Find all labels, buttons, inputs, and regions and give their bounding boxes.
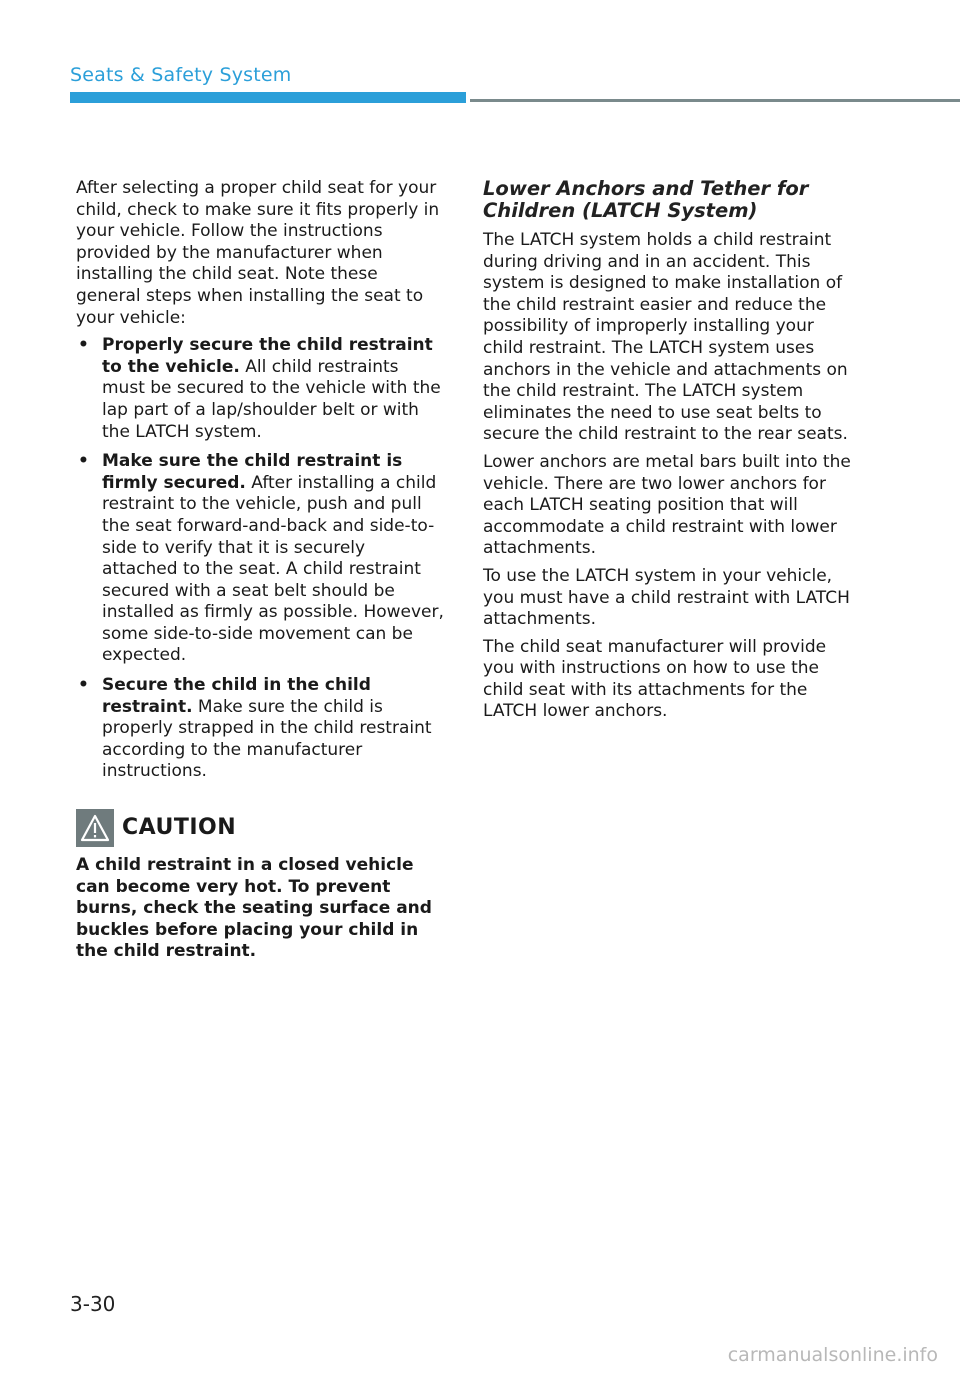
- bullet-icon: •: [78, 451, 89, 472]
- left-column: [76, 178, 446, 963]
- section-header-title: Seats & Safety System: [70, 64, 292, 86]
- header-accent-bar: [70, 92, 466, 103]
- list-item: [76, 675, 446, 783]
- list-item-text: Make sure the child is properly strapped in the child restraint according to the manufacturer instructions.: [102, 696, 432, 782]
- bullet-icon: •: [78, 335, 89, 356]
- list-item-text: After installing a child restraint to the vehicle, push and pull the seat forward-and-back and side-to-side to verify that it is securely attached to the seat. A child restraint secured with a seat belt should be installed as firmly as possible. However, some side-to-side movement can be expected.: [102, 472, 444, 666]
- list-item-text: All child restraints must be secured to the vehicle with the lap part of a lap/shoulder belt or with the LATCH system.: [102, 356, 441, 442]
- caution-title: CAUTION: [122, 815, 237, 841]
- latch-paragraph: To use the LATCH system in your vehicle, you must have a child restraint with LATCH attachments.: [483, 565, 850, 630]
- header-divider-line: [470, 99, 960, 102]
- caution-header: [76, 809, 446, 847]
- page-number: 3-30: [70, 1292, 116, 1316]
- warning-triangle-icon: [76, 809, 114, 847]
- latch-paragraph: The child seat manufacturer will provide you with instructions on how to use the child seat with its attachments for the LATCH lower anchors.: [483, 636, 827, 722]
- list-item-lead: Properly secure the child restraint to the vehicle.: [102, 335, 433, 377]
- list-item: [76, 335, 446, 443]
- right-column: [483, 178, 855, 729]
- bullet-icon: •: [78, 675, 89, 696]
- latch-section-heading: Lower Anchors and Tether for Children (LATCH System): [483, 177, 809, 222]
- caution-box: [76, 809, 446, 963]
- intro-paragraph: After selecting a proper child seat for your child, check to make sure it fits properly in your vehicle. Follow the instructions provided by the manufacturer when installing the child seat. Note these general steps when installing the seat to your vehicle:: [76, 178, 440, 328]
- list-item-lead: Secure the child in the child restraint.: [102, 675, 371, 717]
- latch-paragraph: The LATCH system holds a child restraint during driving and in an accident. This system is designed to make installation of the child restraint easier and reduce the possibility of improperly installing your child restraint. The LATCH system uses anchors in the vehicle and attachments on the child restraint. The LATCH system eliminates the need to use seat belts to secure the child restraint to the rear seats.: [483, 230, 848, 445]
- list-item-lead: Make sure the child restraint is firmly secured.: [102, 451, 403, 493]
- latch-paragraph: Lower anchors are metal bars built into the vehicle. There are two lower anchors for each LATCH seating position that will accommodate a child restraint with lower attachments.: [483, 451, 851, 559]
- watermark-text: carmanualsonline.info: [727, 1344, 938, 1366]
- caution-text: A child restraint in a closed vehicle can become very hot. To prevent burns, check the seating surface and buckles before placing your child in the child restraint.: [76, 855, 432, 962]
- list-item: [76, 451, 446, 667]
- installation-steps-list: [76, 335, 446, 783]
